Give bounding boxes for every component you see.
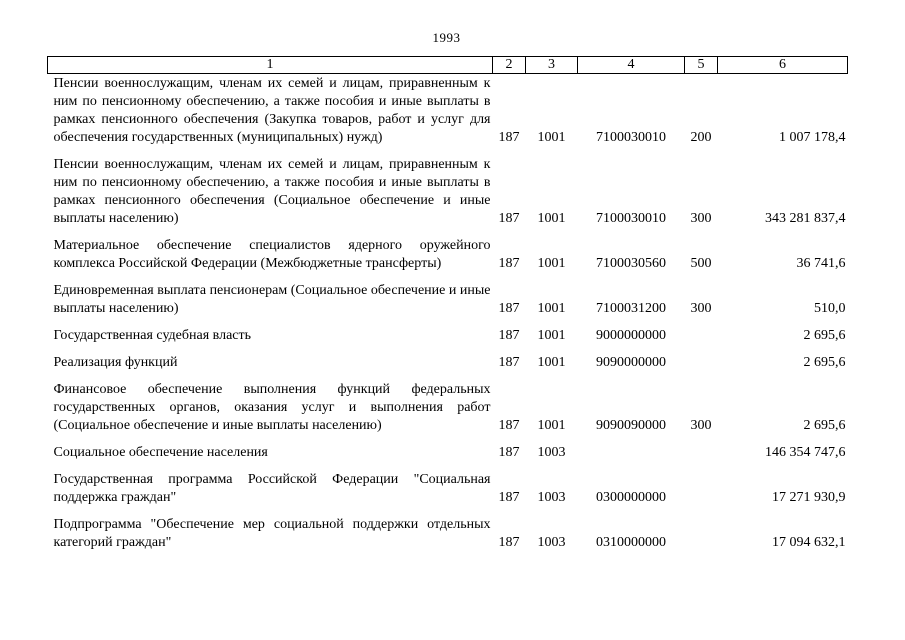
row-section: 1001 xyxy=(537,355,566,370)
row-target: 7100030010 xyxy=(596,211,666,226)
table-row xyxy=(48,273,848,318)
row-type xyxy=(685,462,718,507)
row-target xyxy=(578,435,685,462)
row-section: 1001 xyxy=(537,328,566,343)
table-row xyxy=(48,372,848,435)
header-col-3: 3 xyxy=(526,57,578,74)
row-type: 300 xyxy=(690,418,712,433)
header-row xyxy=(48,57,848,74)
row-section: 1001 xyxy=(537,256,566,271)
row-type: 500 xyxy=(690,256,712,271)
row-amount: 2 695,6 xyxy=(803,355,846,370)
table-row xyxy=(48,228,848,273)
row-grbs: 187 xyxy=(498,301,520,316)
row-type xyxy=(685,318,718,345)
row-type: 200 xyxy=(690,130,712,145)
row-name: Пенсии военнослужащим, членам их семей и лицам, приравненным к ним по пенсионному обеспечению, а также пособия и иные выплаты в рамках пенсионного обеспечения (Социальное обеспечение и иные выплаты населению) xyxy=(53,157,491,226)
row-amount: 146 354 747,6 xyxy=(765,445,846,460)
row-section: 1003 xyxy=(537,445,566,460)
table-row xyxy=(48,435,848,462)
row-grbs: 187 xyxy=(498,355,520,370)
row-name: Пенсии военнослужащим, членам их семей и лицам, приравненным к ним по пенсионному обеспечению, а также пособия и иные выплаты в рамках пенсионного обеспечения (Закупка товаров, работ и услуг для обеспечения государственных (муниципальных) нужд) xyxy=(53,76,491,145)
row-section: 1001 xyxy=(537,211,566,226)
row-target: 7100030010 xyxy=(596,130,666,145)
row-target: 0310000000 xyxy=(596,535,666,550)
row-grbs: 187 xyxy=(498,130,520,145)
table-row xyxy=(48,462,848,507)
table-row xyxy=(48,318,848,345)
row-type xyxy=(685,507,718,552)
row-name: Социальное обеспечение населения xyxy=(53,445,268,460)
row-type xyxy=(685,345,718,372)
row-amount: 17 271 930,9 xyxy=(772,490,846,505)
row-type xyxy=(685,435,718,462)
row-amount: 2 695,6 xyxy=(803,418,846,433)
row-type: 300 xyxy=(690,211,712,226)
row-type: 300 xyxy=(690,301,712,316)
header-col-6: 6 xyxy=(718,57,848,74)
row-grbs: 187 xyxy=(498,535,520,550)
row-name: Материальное обеспечение специалистов ядерного оружейного комплекса Российской Федерации (Межбюджетные трансферты) xyxy=(53,238,491,271)
row-grbs: 187 xyxy=(498,256,520,271)
row-amount: 2 695,6 xyxy=(803,328,846,343)
table-row xyxy=(48,74,848,148)
row-amount: 36 741,6 xyxy=(796,256,846,271)
table-row xyxy=(48,147,848,228)
page-number: 1993 xyxy=(432,30,461,45)
row-grbs: 187 xyxy=(498,328,520,343)
row-amount: 1 007 178,4 xyxy=(779,130,846,145)
row-name: Единовременная выплата пенсионерам (Социальное обеспечение и иные выплаты населению) xyxy=(53,283,491,316)
row-section: 1003 xyxy=(537,490,566,505)
row-target: 7100030560 xyxy=(596,256,666,271)
row-target: 9000000000 xyxy=(596,328,666,343)
row-name: Финансовое обеспечение выполнения функций федеральных государственных органов, оказания услуг и выполнения работ (Социальное обеспечение и иные выплаты населению) xyxy=(53,382,491,433)
table-row xyxy=(48,345,848,372)
header-col-4: 4 xyxy=(578,57,685,74)
row-target: 0300000000 xyxy=(596,490,666,505)
row-grbs: 187 xyxy=(498,490,520,505)
header-col-2: 2 xyxy=(493,57,526,74)
row-amount: 17 094 632,1 xyxy=(772,535,846,550)
header-col-5: 5 xyxy=(685,57,718,74)
row-grbs: 187 xyxy=(498,445,520,460)
row-target: 9090090000 xyxy=(596,418,666,433)
row-amount: 510,0 xyxy=(814,301,846,316)
row-section: 1001 xyxy=(537,418,566,433)
row-section: 1001 xyxy=(537,301,566,316)
table-body xyxy=(48,74,848,553)
row-target: 9090000000 xyxy=(596,355,666,370)
row-section: 1003 xyxy=(537,535,566,550)
row-name: Подпрограмма "Обеспечение мер социальной поддержки отдельных категорий граждан" xyxy=(53,517,491,550)
budget-table xyxy=(47,56,848,552)
row-grbs: 187 xyxy=(498,418,520,433)
row-name: Государственная программа Российской Федерации "Социальная поддержка граждан" xyxy=(53,472,491,505)
header-col-1: 1 xyxy=(48,57,493,74)
row-amount: 343 281 837,4 xyxy=(765,211,846,226)
row-name: Государственная судебная власть xyxy=(53,328,252,343)
row-target: 7100031200 xyxy=(596,301,666,316)
row-grbs: 187 xyxy=(498,211,520,226)
row-section: 1001 xyxy=(537,130,566,145)
row-name: Реализация функций xyxy=(53,355,178,370)
table-row xyxy=(48,507,848,552)
table-header xyxy=(48,57,848,74)
